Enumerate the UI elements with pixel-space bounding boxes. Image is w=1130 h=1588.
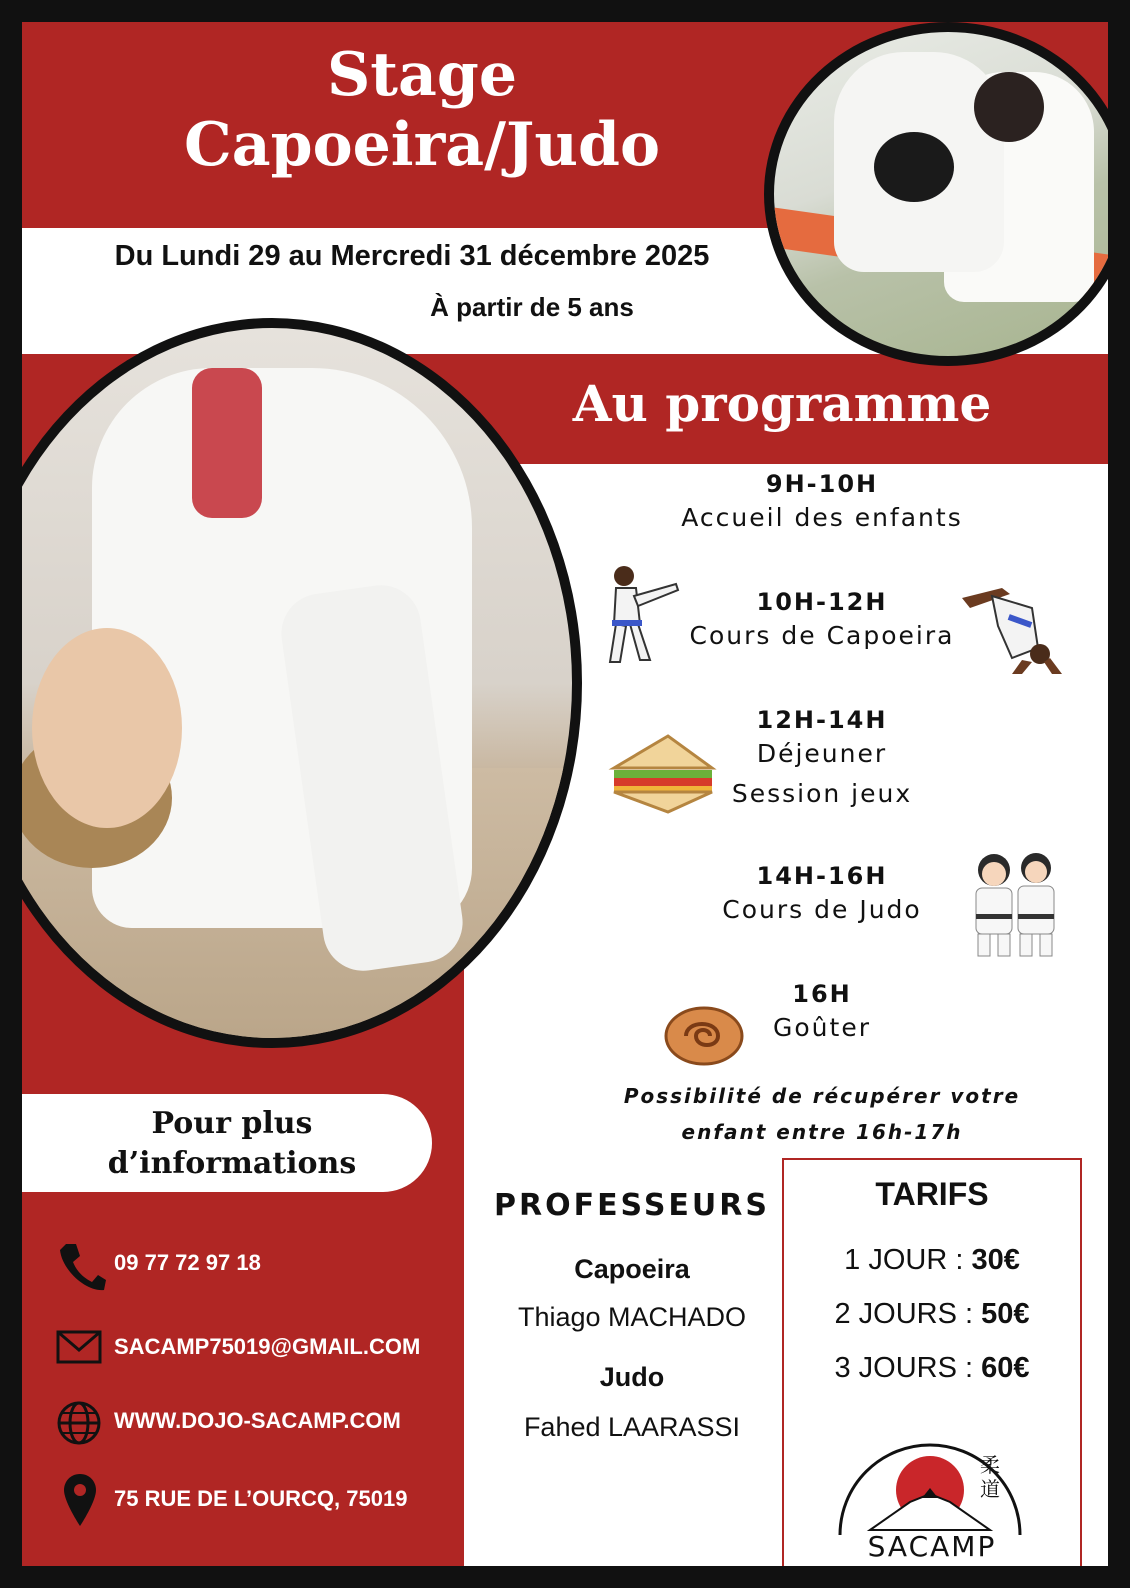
slot-time: 9H-10H	[765, 470, 879, 498]
contact-website[interactable]	[56, 1398, 476, 1448]
slot-activity: Cours de Judo	[722, 895, 922, 924]
pickup-note	[542, 1078, 1102, 1150]
info-heading	[10, 1094, 432, 1192]
program-title: Au programme	[572, 374, 992, 433]
logo-name: SACAMP	[867, 1530, 997, 1563]
tarif-price: 60€	[981, 1352, 1030, 1384]
slot-time: 10H-12H	[756, 588, 888, 616]
street-address: 75 RUE DE L’OURCQ, 75019	[114, 1486, 408, 1511]
slot-time: 14H-16H	[756, 862, 888, 890]
sandwich-icon	[608, 728, 718, 818]
tarif-1-day	[784, 1244, 1080, 1277]
slot-activity-2: Session jeux	[731, 779, 913, 808]
email-address: SACAMP75019@GMAIL.COM	[114, 1334, 421, 1359]
tarif-label: 1 JOUR :	[844, 1244, 972, 1276]
capoeira-kick-icon	[596, 562, 686, 672]
globe-icon	[56, 1400, 102, 1446]
pickup-note-line-2: enfant entre 16h-17h	[681, 1120, 963, 1144]
capoeira-teacher: Thiago MACHADO	[517, 1302, 747, 1332]
tarif-2-days	[784, 1298, 1080, 1331]
poster	[10, 10, 1120, 1578]
pickup-note-line-1: Possibilité de récupérer votre	[623, 1084, 1021, 1108]
slot-activity: Accueil des enfants	[681, 503, 963, 532]
website-url: WWW.DOJO-SACAMP.COM	[114, 1408, 401, 1433]
contact-address[interactable]	[56, 1476, 476, 1526]
phone-number: 09 77 72 97 18	[114, 1250, 261, 1275]
tarifs-box	[782, 1158, 1082, 1574]
phone-icon	[56, 1240, 106, 1292]
title-line-2: Capoeira/Judo	[184, 110, 660, 180]
judo-label: Judo	[599, 1362, 665, 1392]
tarif-price: 50€	[981, 1298, 1030, 1330]
professors-title: PROFESSEURS	[493, 1188, 770, 1223]
logo-kanji-1: 柔	[980, 1453, 1000, 1477]
capoeira-handstand-icon	[952, 578, 1068, 678]
poster-title	[72, 40, 772, 180]
program-slot-5	[582, 980, 1062, 1048]
tarif-price: 30€	[971, 1244, 1020, 1276]
age-requirement: À partir de 5 ans	[430, 292, 634, 322]
title-line-1: Stage	[326, 40, 518, 110]
info-heading-line-2: d’informations	[107, 1146, 357, 1181]
tarif-3-days	[784, 1352, 1080, 1385]
logo-kanji-2: 道	[980, 1477, 1000, 1501]
event-dates: Du Lundi 29 au Mercredi 31 décembre 2025	[114, 240, 710, 272]
slot-activity: Cours de Capoeira	[689, 621, 955, 650]
slot-time: 16H	[792, 980, 852, 1008]
tarifs-title: TARIFS	[875, 1176, 989, 1212]
contact-email[interactable]	[56, 1324, 476, 1374]
location-pin-icon	[62, 1472, 98, 1528]
slot-activity: Goûter	[773, 1013, 871, 1042]
judo-kids-icon	[968, 848, 1062, 960]
capoeira-label: Capoeira	[574, 1254, 690, 1284]
info-heading-line-1: Pour plus	[151, 1106, 313, 1141]
slot-time: 12H-14H	[756, 706, 888, 734]
pastry-icon	[662, 1000, 746, 1070]
slot-activity: Déjeuner	[756, 739, 888, 768]
judo-teacher: Fahed LAARASSI	[523, 1412, 741, 1442]
sacamp-logo	[830, 1410, 1030, 1540]
tarif-label: 2 JOURS :	[834, 1298, 982, 1330]
program-slot-1	[582, 470, 1062, 538]
tarif-label: 3 JOURS :	[834, 1352, 982, 1384]
judo-photo	[764, 22, 1120, 366]
mail-icon	[56, 1330, 102, 1364]
contact-phone[interactable]	[56, 1240, 476, 1290]
